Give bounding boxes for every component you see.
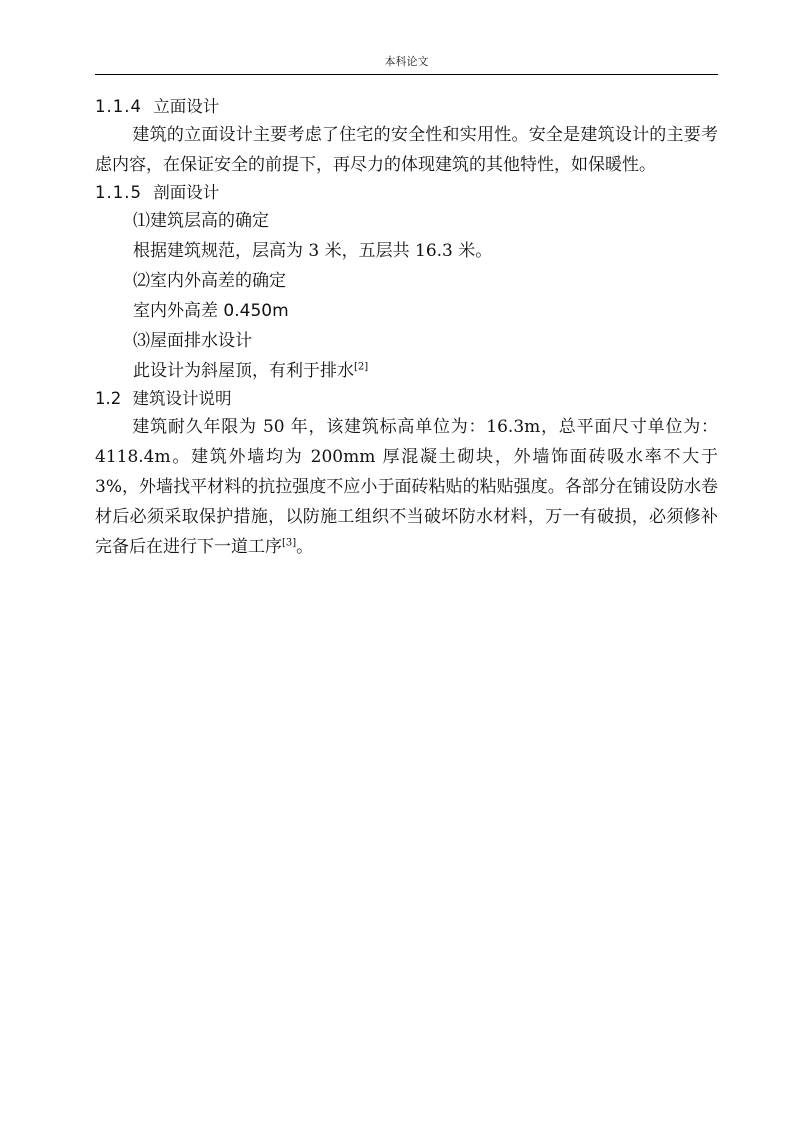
section-heading-1-1-5 [95, 180, 718, 206]
page-header [95, 54, 718, 75]
design-description-text: 建筑耐久年限为 50 年，该建筑标高单位为：16.3m，总平面尺寸单位为：4118.4m。建筑外墙均为 200mm 厚混凝土砌块，外墙饰面砖吸水率不大于 3%，外墙找平材料的抗拉强度不应小于面砖粘贴的粘贴强度。各部分在铺设防水卷材后必须采取保护措施，以防施工组织不当破坏防水材料，万一有破损，必须修补完备后在进行下一道工序 [95, 417, 718, 557]
header-title: 本科论文 [384, 55, 429, 68]
paragraph-end: 。 [296, 537, 314, 557]
citation-2: [2] [354, 361, 369, 373]
section-number: 1.2 [95, 389, 122, 408]
floor-height-text: 根据建筑规范，层高为 3 米，五层共 16.3 米。 [133, 241, 493, 261]
section-number: 1.1.5 [95, 183, 142, 202]
floor-height-label: ⑴建筑层高的确定 [133, 211, 269, 231]
height-difference-text: 室内外高差 0.450m [133, 301, 289, 321]
roof-drainage-label: ⑶屋面排水设计 [133, 331, 252, 351]
section-heading-1-2 [95, 386, 718, 412]
section-title: 立面设计 [153, 97, 220, 116]
section-title: 剖面设计 [153, 183, 220, 202]
design-description-paragraph [95, 412, 718, 562]
section-title: 建筑设计说明 [132, 389, 232, 408]
elevation-design-paragraph: 建筑的立面设计主要考虑了住宅的安全性和实用性。安全是建筑设计的主要考虑内容，在保证安全的前提下，再尽力的体现建筑的其他特性，如保暖性。 [95, 125, 718, 175]
citation-3: [3] [282, 537, 297, 549]
document-body [95, 94, 718, 562]
section-number: 1.1.4 [95, 97, 142, 116]
section-heading-1-1-4 [95, 94, 718, 120]
height-difference-label: ⑵室内外高差的确定 [133, 271, 286, 291]
roof-drainage-line [95, 356, 718, 386]
roof-drainage-text: 此设计为斜屋顶，有利于排水 [133, 361, 354, 381]
